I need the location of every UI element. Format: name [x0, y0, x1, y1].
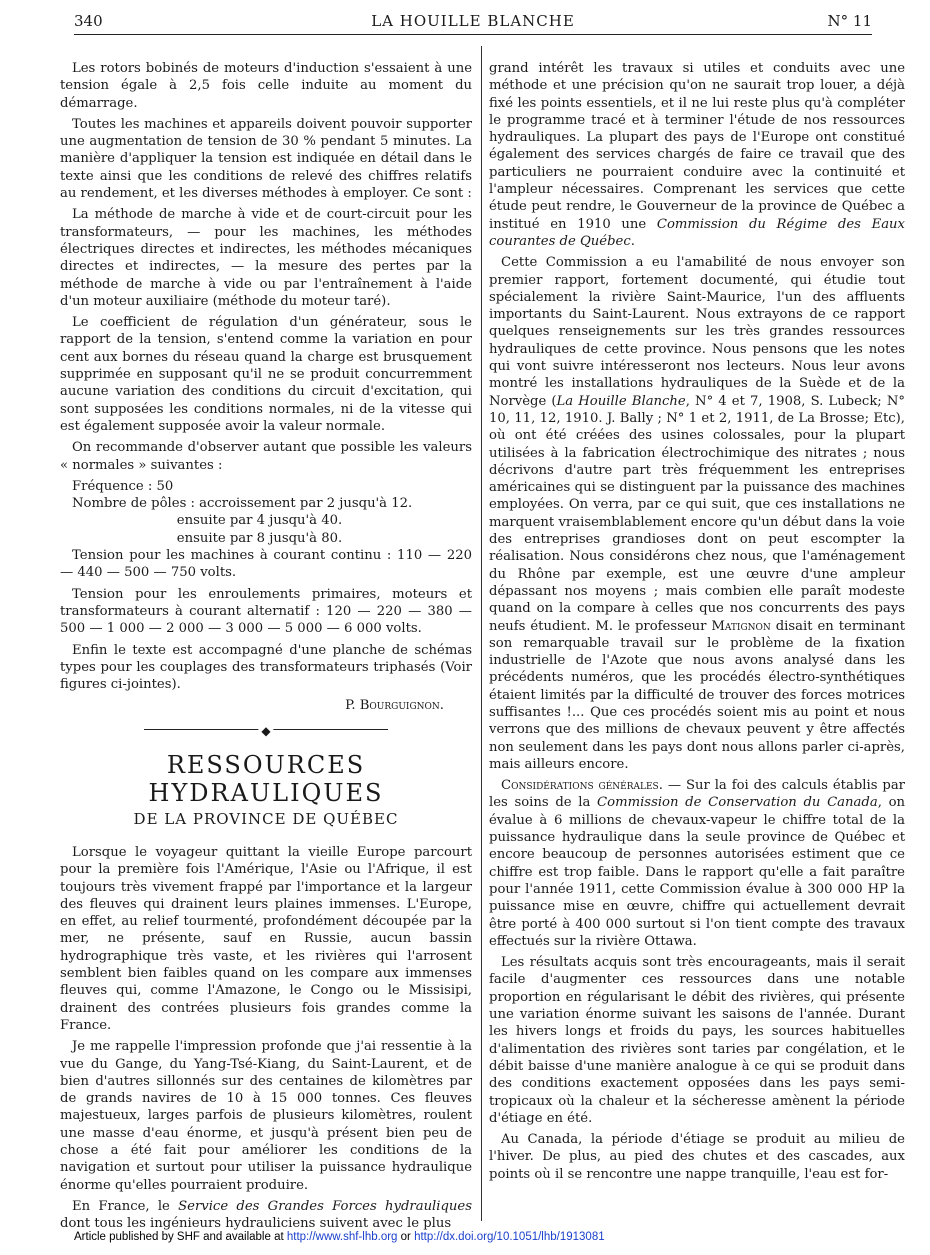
list-item: Fréquence : 50: [72, 478, 174, 494]
paragraph: Je me rappelle l'impression profonde que j'ai ressentie à la vue du Gange, du Yang-Tsé-Kiang, du Saint-Laurent, et de bien d'autres sillonnés sur des centaines de kilomètres par de grands navires de 10 à 15 000 tonnes. Ces fleuves majestueux, larges parfois de plusieurs kilomètres, roulent une masse d'eau énorme, et jusqu'à présent bien peu de chose a été fait pour améliorer les conditions de la navigation et surtout pour utiliser la puissance hydraulique énorme qu'elles pourraient produire.: [60, 1039, 472, 1193]
italic-text: Commission de Conservation du Canada: [597, 795, 878, 811]
paragraph: [489, 777, 905, 950]
person-name: Matignon: [711, 618, 771, 634]
paragraph: Enfin le texte est accompagné d'une planche de schémas types pour les couplages des transformateurs triphasés (Voir figures ci-jointes).: [60, 642, 472, 693]
paragraph: Les rotors bobinés de moteurs d'induction s'essaient à une tension égale à 2,5 fois celle induite au moment du démarrage.: [60, 61, 472, 111]
footer-text: Article published by SHF and available at: [74, 1231, 287, 1243]
paragraph: Lorsque le voyageur quittant la vieille Europe parcourt pour la première fois l'Amérique, l'Asie ou l'Afrique, il est toujours très vivement frappé par l'importance et la largeur des fleuves qui drainent leurs plaines immenses. L'Europe, en effet, au relief tourmenté, profondément découpée par la mer, ne présente, sauf en Russie, aucun bassin hydrographique très vaste, et les rivières qui l'arrosent semblent bien faibles quand on les compare aux immenses fleuves qui, comme l'Amazone, le Congo ou le Missisipi, drainent des contrées plusieurs fois grandes comme la France.: [60, 844, 472, 1033]
section-ornament: [60, 723, 472, 737]
text-run: , on évalue à 6 millions de chevaux-vapeur le chiffre total de la puissance hydraulique dans la seule province de Québec et encore beaucoup de personnes autorisées estiment que ce chiffre est trop faible. Dans le rapport qu'elle a fait paraître pour l'année 1911, cette Commission évalue à 300 000 HP la puissance mise en œuvre, chiffre qui actuellement devrait être porté à 400 000 surtout si l'on tient compte des travaux effectués sur la rivière Ottawa.: [489, 795, 905, 949]
paragraph: Tension pour les machines à courant continu : 110 — 220 — 440 — 500 — 750 volts.: [60, 548, 472, 581]
list-item: ensuite par 4 jusqu'à 40.: [72, 513, 343, 529]
paragraph: Tension pour les enroulements primaires, moteurs et transformateurs à courant alternatif : 120 — 220 — 380 — 500 — 1 000 — 2 000 — 3 000 — 5 000 — 6 000 volts.: [60, 586, 472, 637]
paragraph: Les résultats acquis sont très encourageants, mais il serait facile d'augmenter ces ressources dans une notable proportion en régularisant le débit des rivières, qui présente une variation énorme suivant les saisons de l'année. Durant les hivers longs et froids du pays, les sources habituelles d'alimentation des rivières sont taries par congélation, et le débit baisse d'une manière analogue à ce qui se produit dans des conditions exactement opposées dans les pays semi-tropicaux où la chaleur et la sécheresse amènent la période d'étiage en été.: [489, 955, 905, 1126]
issue-number: N° 11: [827, 12, 872, 30]
paragraph: Toutes les machines et appareils doivent pouvoir supporter une augmentation de tension de 30 % pendant 5 minutes. La manière d'appliquer la tension est indiquée en détail dans le texte ainsi que les conditions de relevé des chiffres relatifs au rendement, et les diverses méthodes à employer. Ce sont :: [60, 116, 472, 202]
text-run: dont tous les ingénieurs hydrauliciens suivent avec le plus: [60, 1216, 452, 1232]
page-number: 340: [74, 12, 103, 30]
paragraph: La méthode de marche à vide et de court-circuit pour les transformateurs, — pour les machines, les méthodes électriques directes et indirectes, les méthodes mécaniques directes et indirectes, — la mesure des pertes par la méthode de marche à vide ou par l'entraînement à l'aide d'un moteur auxiliaire (méthode du moteur taré).: [60, 207, 472, 309]
paragraph: On recommande d'observer autant que possible les valeurs « normales » suivantes :: [60, 440, 472, 473]
journal-title: LA HOUILLE BLANCHE: [371, 12, 575, 30]
page-footer: [74, 1231, 605, 1243]
right-column: [489, 60, 905, 1187]
text-run: disait en terminant son remarquable travail sur le problème de la fixation industrielle de l'Azote que nous avons analysé dans les précédents numéros, que les procédés électro-synthétiques étaient limités par la difficulté de trouver des forces motrices suffisantes !... Que ces procédés soient mis au point et nous verrons que des millions de chevaux peuvent y être affectés non seulement dans les pays dont nous allons parler ci-après, mais ailleurs encore.: [489, 618, 905, 772]
italic-text: La Houille Blanche: [556, 393, 686, 409]
paragraph: Au Canada, la période d'étiage se produit au milieu de l'hiver. De plus, au pied des chutes et des cascades, aux points où il se rencontre une nappe tranquille, l'eau est for-: [489, 1132, 905, 1182]
text-run: Cette Commission a eu l'amabilité de nous envoyer son premier rapport, fortement documenté, qui étudie tout spécialement la rivière Saint-Maurice, l'un des affluents importants du Saint-Laurent. Nous extrayons de ce rapport quelques renseignements sur les très grandes ressources hydrauliques de cette province. Nous pensons que les notes qui vont suivre intéresseront nos lecteurs. Nous leur avons montré les installations hydrauliques de la Suède et de la Norvège (: [489, 255, 905, 409]
paragraph: [60, 1198, 472, 1233]
list-item: Nombre de pôles : accroissement par 2 jusqu'à 12.: [72, 496, 413, 512]
section-subtitle: DE LA PROVINCE DE QUÉBEC: [133, 809, 399, 828]
column-divider: [481, 46, 482, 1221]
left-column: [60, 60, 472, 1237]
text-run: grand intérêt les travaux si utiles et conduits avec une méthode et une précision qu'on ne saurait trop louer, a déjà fixé les points essentiels, et il ne lui reste plus qu'à compléter le programme tracé et à terminer l'étude de nos ressources hydrauliques. La plupart des pays de l'Europe ont constitué également des services chargés de faire ce travail que des particuliers ne pourraient conduire avec la continuité et l'ampleur nécessaires. Comprenant les services que cette étude peut rendre, le Gouverneur de la province de Québec a institué en 1910 une: [489, 61, 905, 232]
paragraph: [489, 254, 905, 773]
text-run: .: [630, 233, 635, 249]
shf-link[interactable]: http://www.shf-lhb.org: [286, 1231, 398, 1243]
diamond-icon: ◆: [258, 723, 273, 740]
doi-link[interactable]: http://dx.doi.org/10.1051/lhb/1913081: [414, 1231, 605, 1243]
list-item: ensuite par 8 jusqu'à 80.: [72, 530, 343, 546]
footer-text: or: [397, 1231, 415, 1243]
section-title: RESSOURCES HYDRAULIQUES: [148, 750, 384, 807]
paragraph: [489, 60, 905, 250]
italic-text: Commission du Régime des Eaux courantes de Québec: [489, 216, 905, 249]
page-header: [74, 8, 872, 35]
text-run: En France, le: [72, 1198, 179, 1214]
normal-values-list: [72, 478, 472, 547]
subsection-heading: Considérations générales.: [501, 778, 663, 794]
italic-text: Service des Grandes Forces hydrauliques: [178, 1198, 472, 1214]
text-run: , N° 4 et 7, 1908, S. Lubeck; N° 10, 11, 12, 1910. J. Bally ; N° 1 et 2, 1911, de La Brosse; Etc), où ont été créées des usines colossales, pour la plupart utilisées à la fabrication électrochimique des nitrates ; nous décrivons d'autre part très fréquemment les entreprises américaines qui se distinguent par la puissance des machines employées. On verra, par ce qui suit, que ces installations ne marquent vraisemblablement encore qu'un début dans la voie des entreprises grandioses dont on peut escompter la réalisation. Nous considérons chez nous, que l'aménagement du Rhône par exemple, est une œuvre d'une ampleur dépassant nos moyens ; mais combien elle paraît modeste quand on la compare à celles que nos concurrents des pays neufs étudient. M. le professeur: [489, 393, 905, 634]
text-run: — Sur la foi des calculs établis par les soins de la: [489, 778, 905, 811]
paragraph: Le coefficient de régulation d'un générateur, sous le rapport de la tension, s'entend comme la variation en pour cent aux bornes du réseau quand la charge est brusquement supprimée en supposant qu'il ne se produit concurremment aucune variation des conditions du circuit d'excitation, qui sont supposées les conditions normales, ni de la vitesse qui est également supposée avoir la valeur normale.: [60, 315, 472, 434]
author-signature: P. Bourguignon.: [345, 698, 444, 714]
